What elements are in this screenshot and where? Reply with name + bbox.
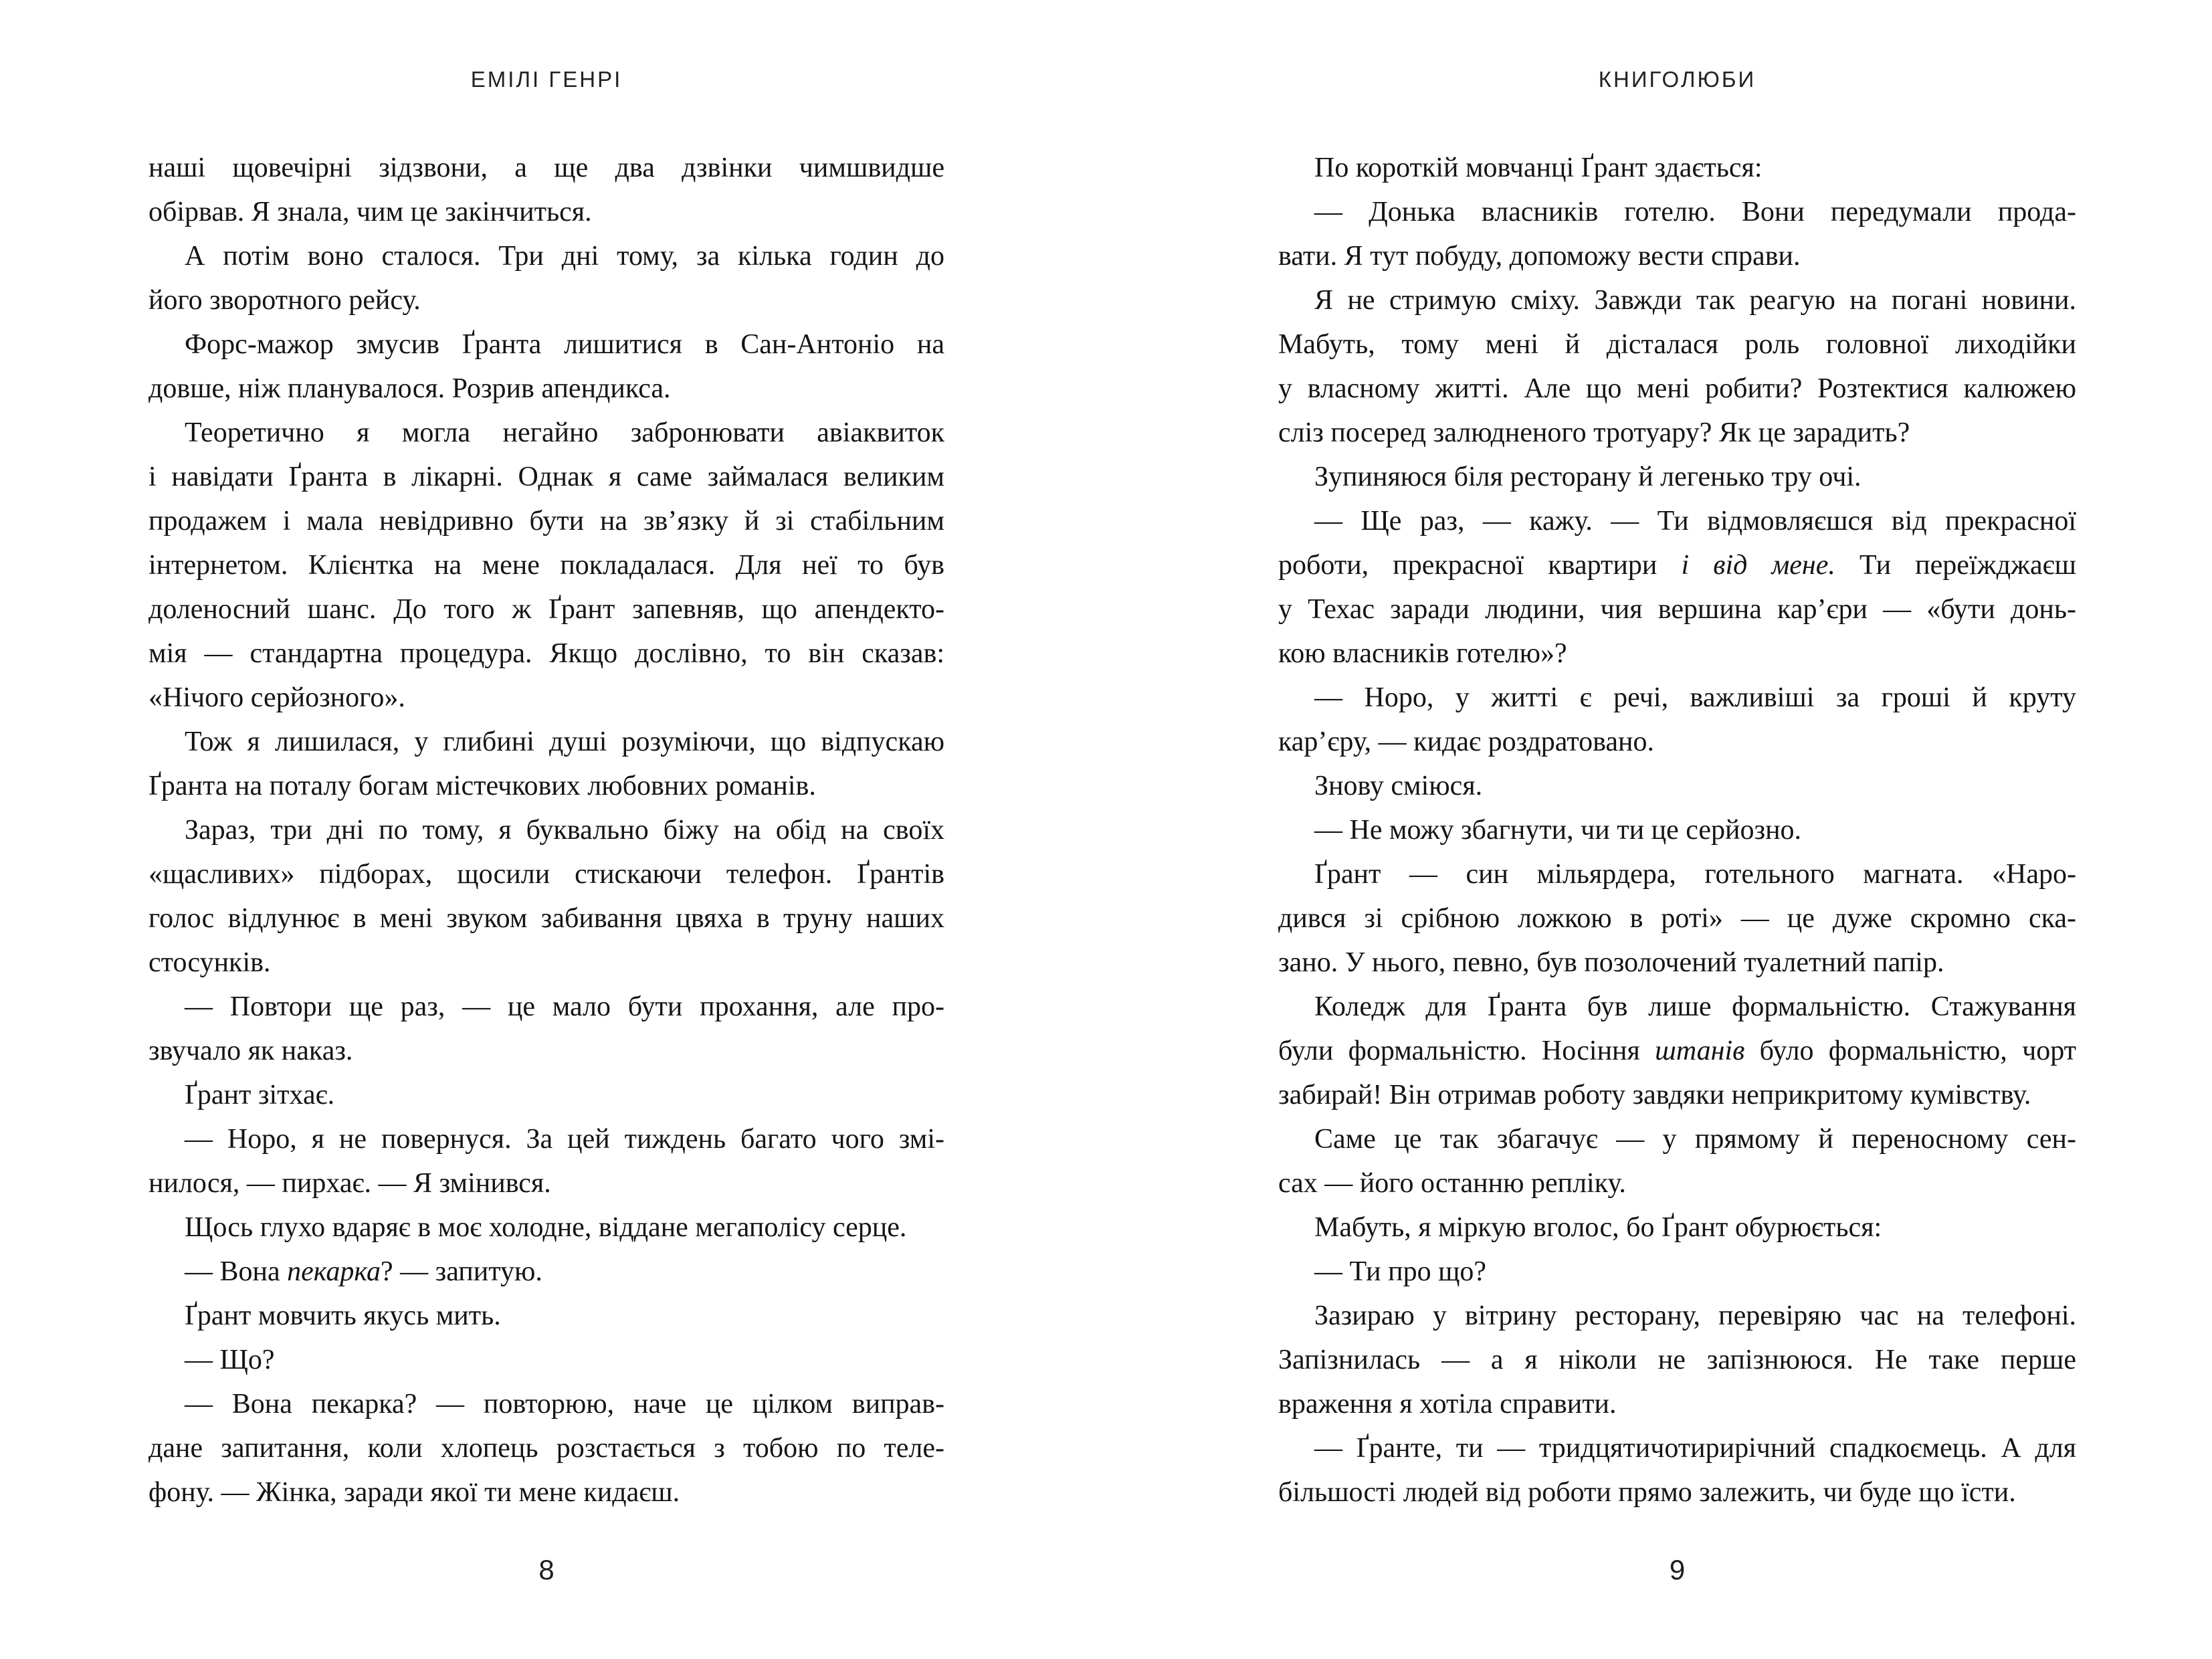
text-run: — Що? — [185, 1345, 275, 1375]
text-run: Зазираю у вітрину ресторану, перевіряю час на телефоні. — [1314, 1300, 2076, 1331]
text-line — [148, 676, 944, 720]
text-line — [148, 278, 944, 322]
text-run: було формальністю, чорт — [1744, 1036, 2076, 1066]
text-line — [1278, 367, 2076, 411]
text-line — [148, 1426, 944, 1470]
text-line — [1278, 808, 2076, 852]
text-line — [148, 1161, 944, 1205]
text-run: Знову сміюся. — [1314, 771, 1483, 801]
text-line — [1278, 1294, 2076, 1338]
text-line — [1278, 985, 2076, 1029]
text-run: і навідати Ґранта в лікарні. Однак я саме займалася великим — [148, 462, 944, 492]
text-run: звучало як наказ. — [148, 1036, 353, 1066]
text-run: Форс-мажор змусив Ґранта лишитися в Сан-Антоніо на — [185, 329, 944, 360]
text-line — [1278, 676, 2076, 720]
text-run: Мабуть, тому мені й дісталася роль головної лиходійки — [1278, 329, 2076, 360]
text-line — [1278, 587, 2076, 631]
page-number-left: 8 — [538, 1554, 555, 1585]
text-run: Я не стримую сміху. Завжди так реагую на погані новини. — [1314, 285, 2076, 316]
text-line — [148, 896, 944, 941]
text-run: Мабуть, я міркую вголос, бо Ґрант обурюється: — [1314, 1212, 1882, 1243]
text-run: Саме це так збагачує — у прямому й переносному сен- — [1314, 1124, 2076, 1155]
text-run: — Норо, я не повернуся. За цей тиждень багато чого змі- — [185, 1124, 944, 1155]
text-run: доленосний шанс. До того ж Ґрант запевняв, що апендекто- — [148, 594, 944, 625]
text-line — [148, 1073, 944, 1117]
text-line — [1278, 1250, 2076, 1294]
text-line — [148, 1470, 944, 1515]
text-run: вати. Я тут побуду, допоможу вести справи. — [1278, 241, 1801, 272]
text-line — [148, 1250, 944, 1294]
running-header-title: КНИГОЛЮБИ — [1598, 67, 1756, 92]
text-run: — Ще раз, — кажу. — Ти відмовляєшся від прекрасної — [1314, 506, 2076, 536]
text-run: Ти переїжджаєш — [1835, 550, 2076, 581]
text-line — [1278, 234, 2076, 278]
text-run: обірвав. Я знала, чим це закінчиться. — [148, 197, 592, 227]
text-line — [148, 367, 944, 411]
text-run: — Вона пекарка? — повторюю, наче це цілком виправ- — [185, 1389, 944, 1420]
text-run: пекарка — [287, 1256, 381, 1287]
text-line — [148, 587, 944, 631]
text-line — [1278, 1205, 2076, 1250]
text-line — [1278, 764, 2076, 808]
text-line — [148, 499, 944, 543]
text-line — [1278, 190, 2076, 234]
text-line — [148, 720, 944, 764]
text-run: у власному житті. Але що мені робити? Розтектися калюжею — [1278, 373, 2076, 404]
text-line — [1278, 499, 2076, 543]
text-run: Запізнилась — а я ніколи не запізнююся. Не таке перше — [1278, 1345, 2076, 1375]
text-block-left — [148, 146, 944, 1515]
text-line — [148, 808, 944, 852]
text-line — [1278, 631, 2076, 676]
text-run: кар’єру, — кидає роздратовано. — [1278, 726, 1655, 757]
text-run: інтернетом. Клієнтка на мене покладалася. Для неї то був — [148, 550, 944, 581]
text-run: — Ґранте, ти — тридцятичотирирічний спадкоємець. А для — [1314, 1433, 2076, 1464]
text-run: — Вона — [185, 1256, 288, 1287]
page-right — [1278, 0, 2076, 1659]
text-run: сліз посеред залюдненого тротуару? Як це зарадить? — [1278, 417, 1910, 448]
text-line — [148, 985, 944, 1029]
text-line — [148, 1382, 944, 1426]
text-line — [1278, 1117, 2076, 1161]
text-run: — Ти про що? — [1314, 1256, 1487, 1287]
text-run: роботи, прекрасної квартири — [1278, 550, 1682, 581]
text-line — [1278, 1382, 2076, 1426]
text-line — [148, 764, 944, 808]
text-line — [1278, 1338, 2076, 1382]
text-line — [1278, 543, 2076, 587]
text-line — [148, 455, 944, 499]
text-line — [1278, 1426, 2076, 1470]
text-run: наші щовечірні зідзвони, а ще два дзвінки чимшвидше — [148, 153, 944, 183]
page-left — [148, 0, 944, 1659]
text-line — [148, 1029, 944, 1073]
text-line — [1278, 322, 2076, 367]
text-run: кою власників готелю»? — [1278, 638, 1567, 669]
text-line — [1278, 455, 2076, 499]
text-line — [1278, 852, 2076, 896]
text-line — [148, 146, 944, 190]
text-run: Ґрант — син мільярдера, готельного магната. «Наро- — [1314, 859, 2076, 890]
text-run: — Не можу збагнути, чи ти це серйозно. — [1314, 815, 1802, 846]
text-line — [148, 543, 944, 587]
text-line — [1278, 1029, 2076, 1073]
text-line — [148, 190, 944, 234]
text-run: Ґрант зітхає. — [185, 1080, 335, 1110]
text-run: фону. — Жінка, заради якої ти мене кидаєш. — [148, 1477, 680, 1508]
text-line — [1278, 278, 2076, 322]
text-run: враження я хотіла справити. — [1278, 1389, 1617, 1420]
text-run: стосунків. — [148, 947, 271, 978]
text-run: — Повтори ще раз, — це мало бути прохання, але про- — [185, 991, 944, 1022]
text-line — [148, 234, 944, 278]
text-run: — Норо, у житті є речі, важливіші за гроші й круту — [1314, 682, 2076, 713]
text-line — [1278, 896, 2076, 941]
text-run: По короткій мовчанці Ґрант здається: — [1314, 153, 1763, 183]
text-line — [148, 1117, 944, 1161]
text-run: Зупиняюся біля ресторану й легенько тру очі. — [1314, 462, 1862, 492]
text-line — [148, 411, 944, 455]
text-line — [1278, 1470, 2076, 1515]
text-line — [148, 1294, 944, 1338]
text-line — [1278, 146, 2076, 190]
text-run: і від мене. — [1681, 550, 1835, 581]
text-run: сах — його останню репліку. — [1278, 1168, 1626, 1199]
text-run: його зворотного рейсу. — [148, 285, 421, 316]
text-run: дився зі срібною ложкою в роті» — це дуже скромно ска- — [1278, 903, 2076, 934]
text-run: ? — запитую. — [380, 1256, 542, 1287]
text-run: мія — стандартна процедура. Якщо дослівно, то він сказав: — [148, 638, 944, 669]
text-line — [1278, 1073, 2076, 1117]
text-run: Тож я лишилася, у глибині душі розуміючи, що відпускаю — [185, 726, 944, 757]
page-number-right: 9 — [1669, 1554, 1686, 1585]
text-run: Теоретично я могла негайно забронювати авіаквиток — [185, 417, 944, 448]
text-run: Зараз, три дні по тому, я буквально біжу на обід на своїх — [185, 815, 944, 846]
text-run: Щось глухо вдаряє в моє холодне, віддане мегаполісу серце. — [185, 1212, 907, 1243]
text-line — [1278, 411, 2076, 455]
text-line — [148, 941, 944, 985]
text-run: у Техас заради людини, чия вершина кар’єри — «бути донь- — [1278, 594, 2076, 625]
text-run: були формальністю. Носіння — [1278, 1036, 1655, 1066]
text-run: А потім воно сталося. Три дні тому, за кілька годин до — [185, 241, 944, 272]
text-run: «щасливих» підборах, щосили стискаючи телефон. Ґрантів — [148, 859, 944, 890]
text-run: продажем і мала невідривно бути на зв’язку й зі стабільним — [148, 506, 944, 536]
text-run: — Донька власників готелю. Вони передумали прода- — [1314, 197, 2076, 227]
text-run: дане запитання, коли хлопець розстається з тобою по теле- — [148, 1433, 944, 1464]
text-block-right — [1278, 146, 2076, 1515]
text-run: нилося, — пирхає. — Я змінився. — [148, 1168, 551, 1199]
text-run: зано. У нього, певно, був позолочений туалетний папір. — [1278, 947, 1944, 978]
text-line — [148, 631, 944, 676]
text-run: штанів — [1655, 1036, 1745, 1066]
text-line — [1278, 941, 2076, 985]
text-line — [148, 1338, 944, 1382]
text-line — [148, 852, 944, 896]
text-line — [148, 322, 944, 367]
text-line — [1278, 1161, 2076, 1205]
text-run: забирай! Він отримав роботу завдяки неприкритому кумівству. — [1278, 1080, 2031, 1110]
text-run: Ґрант мовчить якусь мить. — [185, 1300, 501, 1331]
text-run: голос відлунює в мені звуком забивання цвяха в труну наших — [148, 903, 944, 934]
running-header-author: ЕМІЛІ ГЕНРІ — [470, 67, 623, 92]
text-run: довше, ніж планувалося. Розрив апендикса. — [148, 373, 671, 404]
text-line — [1278, 720, 2076, 764]
text-line — [148, 1205, 944, 1250]
text-run: Ґранта на поталу богам містечкових любовних романів. — [148, 771, 816, 801]
text-run: більшості людей від роботи прямо залежить, чи буде що їсти. — [1278, 1477, 2016, 1508]
text-run: Коледж для Ґранта був лише формальністю. Стажування — [1314, 991, 2076, 1022]
text-run: «Нічого серйозного». — [148, 682, 405, 713]
